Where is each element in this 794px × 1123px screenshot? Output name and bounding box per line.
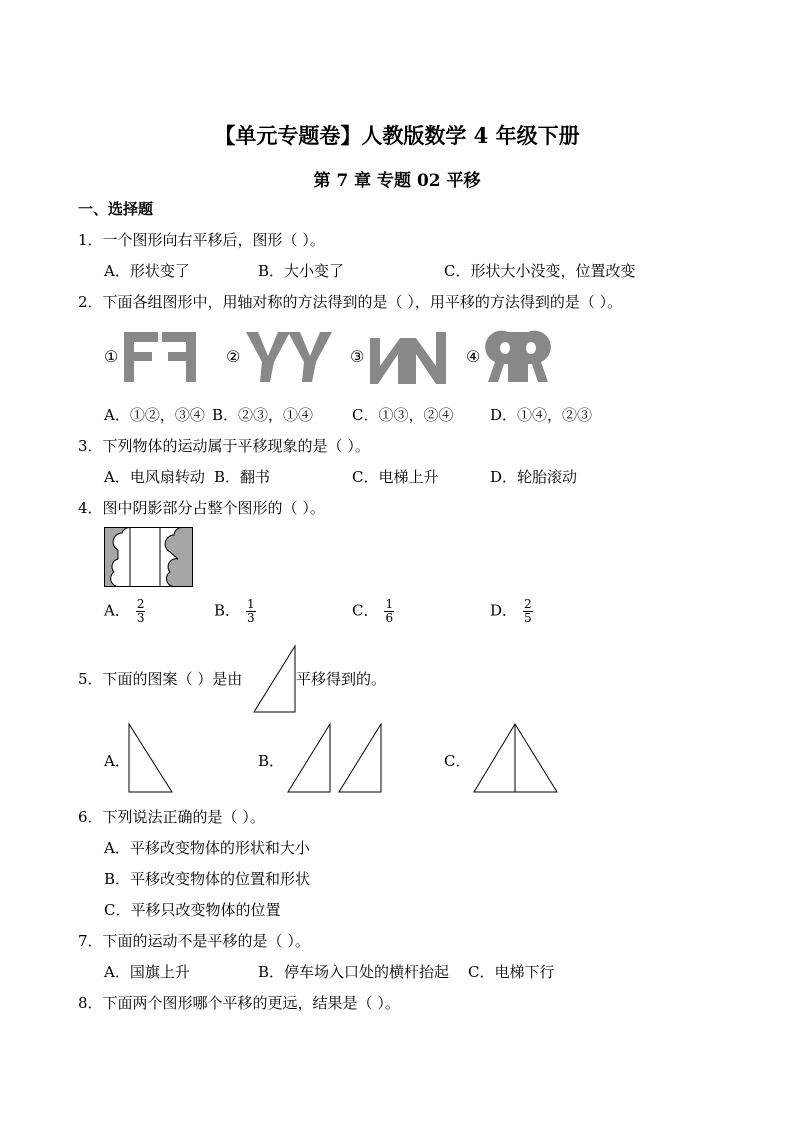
q4-option-d	[490, 598, 533, 625]
q3-option-c: C．电梯上升	[352, 468, 439, 486]
q1-option-a: A．形状变了	[104, 262, 190, 280]
fraction-denominator: 5	[524, 611, 532, 625]
q2-figure-3	[370, 332, 446, 384]
question-5-stem-after: 平移得到的。	[296, 670, 387, 688]
question-1-stem: 1．一个图形向右平移后，图形（ ）。	[78, 231, 325, 249]
q5-option-b: B．	[258, 752, 285, 770]
q2-figure-2	[246, 332, 332, 382]
q7-option-b: B．停车场入口处的横杆抬起	[258, 963, 450, 981]
fraction-denominator: 6	[385, 611, 394, 625]
q5-option-a-figure	[128, 723, 174, 793]
question-5-stem-before: 5．下面的图案（ ）是由	[78, 670, 243, 688]
q2-figure-label-4: ④	[466, 347, 481, 366]
q2-figure-4	[488, 332, 548, 382]
q1-option-c: C．形状大小没变，位置改变	[444, 262, 636, 280]
q5-option-a: A．	[104, 752, 130, 770]
question-4-stem: 4．图中阴影部分占整个图形的（ ）。	[78, 499, 325, 517]
page-title: 【单元专题卷】人教版数学 4 年级下册	[214, 123, 580, 148]
q4-option-d-fraction	[523, 598, 533, 625]
question-2-stem: 2．下面各组图形中，用轴对称的方法得到的是（ ），用平移的方法得到的是（ ）。	[78, 293, 623, 311]
question-6-stem: 6．下列说法正确的是（ ）。	[78, 808, 265, 826]
q2-figure-label-2: ②	[226, 347, 241, 366]
q1-option-b: B．大小变了	[258, 262, 345, 280]
fraction-numerator: 1	[385, 597, 394, 611]
q3-option-b: B．翻书	[214, 468, 271, 486]
q7-option-c: C．电梯下行	[468, 963, 555, 981]
q4-shaded-figure	[104, 527, 193, 587]
q6-option-c: C．平移只改变物体的位置	[104, 901, 281, 919]
q4-option-b-letter: B．	[214, 601, 241, 620]
fraction-numerator: 2	[524, 597, 532, 611]
q4-option-b-fraction	[246, 598, 256, 625]
q2-option-d: D．①④，②③	[490, 406, 593, 424]
q2-figure-1	[124, 332, 200, 382]
q7-option-a: A．国旗上升	[104, 963, 190, 981]
q5-option-c: C．	[444, 752, 471, 770]
q2-figure-label-3: ③	[350, 347, 365, 366]
q3-option-a: A．电风扇转动	[104, 468, 205, 486]
fraction-denominator: 3	[247, 611, 255, 625]
q4-option-b	[214, 598, 256, 625]
fraction-numerator: 1	[247, 597, 255, 611]
q2-option-b: B．②③，①④	[212, 406, 314, 424]
q4-option-a-letter: A．	[104, 601, 130, 620]
q4-option-c-fraction	[384, 598, 394, 625]
q6-option-a: A．平移改变物体的形状和大小	[104, 839, 310, 857]
q4-option-c	[352, 598, 394, 625]
q4-option-a-fraction	[136, 598, 146, 625]
section-title: 一、选择题	[78, 200, 154, 218]
question-8-stem: 8．下面两个图形哪个平移的更远，结果是（ ）。	[78, 994, 400, 1012]
q2-option-c: C．①③，②④	[352, 406, 454, 424]
q4-option-c-letter: C．	[352, 601, 379, 620]
q2-option-a: A．①②，③④	[104, 406, 205, 424]
question-7-stem: 7．下面的运动不是平移的是（ ）。	[78, 932, 310, 950]
q6-option-b: B．平移改变物体的位置和形状	[104, 870, 311, 888]
q4-option-d-letter: D．	[490, 601, 518, 620]
fraction-denominator: 3	[136, 611, 145, 625]
q3-option-d: D．轮胎滚动	[490, 468, 578, 486]
q4-option-a	[104, 598, 145, 625]
q5-option-c-figure	[473, 723, 559, 793]
q2-figure-label-1: ①	[104, 347, 119, 366]
question-3-stem: 3．下列物体的运动属于平移现象的是（ ）。	[78, 437, 370, 455]
q5-option-b-figure	[287, 723, 383, 793]
page-subtitle: 第 7 章 专题 02 平移	[313, 171, 481, 191]
fraction-numerator: 2	[136, 597, 145, 611]
q5-source-triangle	[253, 645, 297, 713]
